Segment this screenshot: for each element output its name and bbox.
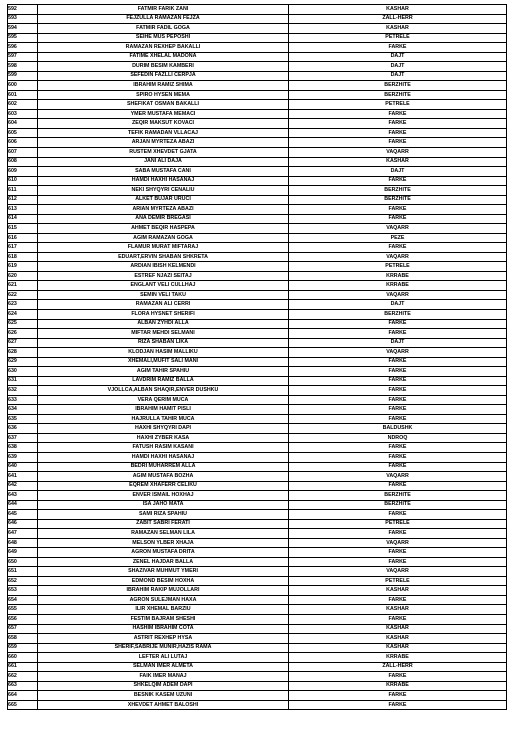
name-cell: FATMIR FARIK ZANI	[38, 5, 289, 15]
name-cell: SPIRO HYSEN MEMA	[38, 90, 289, 100]
row-number-cell: 611	[8, 186, 38, 196]
row-number-cell: 615	[8, 224, 38, 234]
row-number-cell: 599	[8, 71, 38, 81]
row-number-cell: 653	[8, 586, 38, 596]
name-cell: EDMOND BESIM HOXHA	[38, 576, 289, 586]
row-number-cell: 628	[8, 348, 38, 358]
location-cell: BERZHITE	[289, 500, 507, 510]
name-cell: FEJZULLA RAMAZAN FEJZA	[38, 14, 289, 24]
row-number-cell: 654	[8, 595, 38, 605]
name-cell: MIFTAR MEHDI SELMANI	[38, 329, 289, 339]
name-cell: AHMET BEQIR HASPEPA	[38, 224, 289, 234]
table-row	[8, 557, 507, 567]
location-cell: DAJT	[289, 338, 507, 348]
row-number-cell: 623	[8, 300, 38, 310]
location-cell: BALDUSHK	[289, 424, 507, 434]
name-cell: SHEFIKAT OSMAN BAKALLI	[38, 100, 289, 110]
row-number-cell: 597	[8, 52, 38, 62]
row-number-cell: 606	[8, 138, 38, 148]
row-number-cell: 621	[8, 281, 38, 291]
name-cell: RAMAZAN ALI CERRI	[38, 300, 289, 310]
row-number-cell: 659	[8, 643, 38, 653]
row-number-cell: 639	[8, 452, 38, 462]
row-number-cell: 642	[8, 481, 38, 491]
name-cell: SAMI RIZA SPAHIU	[38, 510, 289, 520]
location-cell: FARKE	[289, 615, 507, 625]
row-number-cell: 636	[8, 424, 38, 434]
location-cell: BERZHITE	[289, 81, 507, 91]
row-number-cell: 633	[8, 395, 38, 405]
name-cell: TEFIK RAMADAN VLLACAJ	[38, 128, 289, 138]
location-cell: VAQARR	[289, 567, 507, 577]
table-row	[8, 100, 507, 110]
name-cell: MELSON YLBER XHAJA	[38, 538, 289, 548]
table-row	[8, 548, 507, 558]
row-number-cell: 627	[8, 338, 38, 348]
name-cell: SHKELQIM ADEM DAPI	[38, 681, 289, 691]
name-cell: SABA MUSTAFA CANI	[38, 167, 289, 177]
name-cell: FLAMUR MURAT MIFTARAJ	[38, 243, 289, 253]
row-number-cell: 608	[8, 157, 38, 167]
row-number-cell: 663	[8, 681, 38, 691]
location-cell: ZALL-HERR	[289, 662, 507, 672]
table-row	[8, 605, 507, 615]
location-cell: FARKE	[289, 329, 507, 339]
location-cell: FARKE	[289, 109, 507, 119]
table-row	[8, 348, 507, 358]
name-cell: RIZA SHABAN LIKA	[38, 338, 289, 348]
row-number-cell: 594	[8, 24, 38, 34]
location-cell: FARKE	[289, 214, 507, 224]
location-cell: FARKE	[289, 443, 507, 453]
location-cell: DAJT	[289, 62, 507, 72]
row-number-cell: 656	[8, 615, 38, 625]
name-cell: AGIM RAMAZAN GOGA	[38, 233, 289, 243]
location-cell: KRRABE	[289, 271, 507, 281]
name-cell: ZEQIR MAKSUT KOVACI	[38, 119, 289, 129]
location-cell: FARKE	[289, 376, 507, 386]
row-number-cell: 617	[8, 243, 38, 253]
table-row	[8, 147, 507, 157]
location-cell: VAQARR	[289, 147, 507, 157]
row-number-cell: 626	[8, 329, 38, 339]
location-cell: FARKE	[289, 452, 507, 462]
row-number-cell: 643	[8, 491, 38, 501]
name-cell: ZENEL HAJDAR BALLA	[38, 557, 289, 567]
table-row	[8, 319, 507, 329]
location-cell: DAJT	[289, 300, 507, 310]
name-cell: AGIM MUSTAFA BOZHA	[38, 472, 289, 482]
name-cell: DURIM BESIM KAMBERI	[38, 62, 289, 72]
row-number-cell: 622	[8, 290, 38, 300]
name-cell: YMER MUSTAFA MEMACI	[38, 109, 289, 119]
name-cell: ILIR XHEMAL BARZIU	[38, 605, 289, 615]
row-number-cell: 661	[8, 662, 38, 672]
row-number-cell: 593	[8, 14, 38, 24]
name-cell: HAMDI HAXHI HASANAJ	[38, 452, 289, 462]
table-row	[8, 33, 507, 43]
table-row	[8, 519, 507, 529]
name-cell: EQREM XHAFERR CELIKU	[38, 481, 289, 491]
location-cell: KASHAR	[289, 157, 507, 167]
location-cell: FARKE	[289, 138, 507, 148]
location-cell: DAJT	[289, 52, 507, 62]
location-cell: PETRELE	[289, 33, 507, 43]
row-number-cell: 652	[8, 576, 38, 586]
row-number-cell: 650	[8, 557, 38, 567]
row-number-cell: 638	[8, 443, 38, 453]
location-cell: VAQARR	[289, 290, 507, 300]
row-number-cell: 629	[8, 357, 38, 367]
name-cell: ESTREF NJAZI SEITAJ	[38, 271, 289, 281]
table-row	[8, 109, 507, 119]
row-number-cell: 644	[8, 500, 38, 510]
name-cell: BESNIK KASEM UZUNI	[38, 691, 289, 701]
table-row	[8, 167, 507, 177]
row-number-cell: 592	[8, 5, 38, 15]
name-cell: IBRAHIM RAKIP MUJOLLARI	[38, 586, 289, 596]
table-row	[8, 138, 507, 148]
location-cell: KASHAR	[289, 634, 507, 644]
name-cell: HAJRULLA TAHIR MUCA	[38, 414, 289, 424]
row-number-cell: 619	[8, 262, 38, 272]
name-cell: EDUART,ERVIN SHABAN SHKRETA	[38, 252, 289, 262]
location-cell: VAQARR	[289, 538, 507, 548]
table-row	[8, 14, 507, 24]
table-row	[8, 672, 507, 682]
location-cell: FARKE	[289, 319, 507, 329]
location-cell: FARKE	[289, 529, 507, 539]
location-cell: BERZHITE	[289, 195, 507, 205]
table-row	[8, 310, 507, 320]
table-row	[8, 624, 507, 634]
name-cell: HASHIM IBRAHIM COTA	[38, 624, 289, 634]
location-cell: FARKE	[289, 691, 507, 701]
name-cell: ENGLANT VELI CULLHAJ	[38, 281, 289, 291]
location-cell: FARKE	[289, 243, 507, 253]
row-number-cell: 596	[8, 43, 38, 53]
location-cell: FARKE	[289, 700, 507, 710]
table-row	[8, 300, 507, 310]
table-row	[8, 243, 507, 253]
table-row	[8, 414, 507, 424]
row-number-cell: 646	[8, 519, 38, 529]
name-cell: IBRAHIM HAMIT PISLI	[38, 405, 289, 415]
name-cell: RUSTEM XHEVDET GJATA	[38, 147, 289, 157]
location-cell: BERZHITE	[289, 186, 507, 196]
table-row	[8, 262, 507, 272]
table-row	[8, 90, 507, 100]
location-cell: FARKE	[289, 481, 507, 491]
location-cell: KASHAR	[289, 24, 507, 34]
location-cell: KRRABE	[289, 681, 507, 691]
table-row	[8, 233, 507, 243]
table-row	[8, 529, 507, 539]
register-table-body	[8, 5, 507, 710]
table-row	[8, 157, 507, 167]
name-cell: SEMIN VELI TAKU	[38, 290, 289, 300]
name-cell: ENVER ISMAIL HOXHAJ	[38, 491, 289, 501]
row-number-cell: 664	[8, 691, 38, 701]
row-number-cell: 630	[8, 367, 38, 377]
name-cell: LEFTER ALI LUTAJ	[38, 653, 289, 663]
location-cell: FARKE	[289, 119, 507, 129]
table-row	[8, 643, 507, 653]
name-cell: FATMIR FADIL GOGA	[38, 24, 289, 34]
location-cell: FARKE	[289, 128, 507, 138]
location-cell: FARKE	[289, 405, 507, 415]
location-cell: PETRELE	[289, 100, 507, 110]
name-cell: ARJAN MYRTEZA ABAZI	[38, 138, 289, 148]
name-cell: FLORA HYSNET SHERIFI	[38, 310, 289, 320]
name-cell: ALKET BUJAR URUCI	[38, 195, 289, 205]
table-row	[8, 691, 507, 701]
register-table	[7, 4, 507, 710]
name-cell: RAMAZAN SELMAN LILA	[38, 529, 289, 539]
table-row	[8, 62, 507, 72]
table-row	[8, 481, 507, 491]
row-number-cell: 635	[8, 414, 38, 424]
table-row	[8, 538, 507, 548]
location-cell: PETRELE	[289, 576, 507, 586]
location-cell: BERZHITE	[289, 491, 507, 501]
location-cell: VAQARR	[289, 472, 507, 482]
table-row	[8, 24, 507, 34]
name-cell: IBRAHIM RAMIZ SHIMA	[38, 81, 289, 91]
table-row	[8, 176, 507, 186]
location-cell: KASHAR	[289, 643, 507, 653]
table-row	[8, 52, 507, 62]
table-row	[8, 224, 507, 234]
name-cell: FATIME XHELAL MADONA	[38, 52, 289, 62]
location-cell: FARKE	[289, 367, 507, 377]
name-cell: AGIM TAHIR SPAHIU	[38, 367, 289, 377]
location-cell: ZALL-HERR	[289, 14, 507, 24]
table-row	[8, 443, 507, 453]
row-number-cell: 610	[8, 176, 38, 186]
location-cell: FARKE	[289, 672, 507, 682]
table-row	[8, 357, 507, 367]
name-cell: ANA DEMIR BREGASI	[38, 214, 289, 224]
row-number-cell: 613	[8, 205, 38, 215]
table-row	[8, 205, 507, 215]
location-cell: KASHAR	[289, 605, 507, 615]
location-cell: VAQARR	[289, 348, 507, 358]
table-row	[8, 595, 507, 605]
row-number-cell: 600	[8, 81, 38, 91]
location-cell: VAQARR	[289, 252, 507, 262]
name-cell: NEKI SHYQYRI CENALIU	[38, 186, 289, 196]
table-row	[8, 329, 507, 339]
row-number-cell: 645	[8, 510, 38, 520]
table-row	[8, 653, 507, 663]
table-row	[8, 452, 507, 462]
row-number-cell: 658	[8, 634, 38, 644]
table-row	[8, 281, 507, 291]
location-cell: FARKE	[289, 595, 507, 605]
name-cell: HAMDI HAXHI HASANAJ	[38, 176, 289, 186]
name-cell: XHEVDET AHMET BALOSHI	[38, 700, 289, 710]
row-number-cell: 602	[8, 100, 38, 110]
table-row	[8, 662, 507, 672]
location-cell: FARKE	[289, 386, 507, 396]
location-cell: FARKE	[289, 462, 507, 472]
table-row	[8, 433, 507, 443]
name-cell: HAXHI SHYQYRI DAPI	[38, 424, 289, 434]
name-cell: VJOLLCA,ALBAN SHAQIR,ENVER DUSHKU	[38, 386, 289, 396]
row-number-cell: 625	[8, 319, 38, 329]
row-number-cell: 647	[8, 529, 38, 539]
name-cell: HAXHI ZYBER KASA	[38, 433, 289, 443]
table-row	[8, 567, 507, 577]
row-number-cell: 651	[8, 567, 38, 577]
table-row	[8, 491, 507, 501]
location-cell: VAQARR	[289, 224, 507, 234]
row-number-cell: 640	[8, 462, 38, 472]
table-row	[8, 395, 507, 405]
row-number-cell: 604	[8, 119, 38, 129]
table-row	[8, 71, 507, 81]
name-cell: SHAZIVAR MUHMUT YMERI	[38, 567, 289, 577]
location-cell: FARKE	[289, 414, 507, 424]
name-cell: ISA JAHO MATA	[38, 500, 289, 510]
name-cell: FESTIM BAJRAM SHESHI	[38, 615, 289, 625]
row-number-cell: 605	[8, 128, 38, 138]
row-number-cell: 632	[8, 386, 38, 396]
row-number-cell: 616	[8, 233, 38, 243]
row-number-cell: 657	[8, 624, 38, 634]
table-row	[8, 405, 507, 415]
table-row	[8, 500, 507, 510]
row-number-cell: 662	[8, 672, 38, 682]
table-row	[8, 386, 507, 396]
table-row	[8, 510, 507, 520]
table-row	[8, 43, 507, 53]
name-cell: ARIAN MYRTEZA ABAZI	[38, 205, 289, 215]
row-number-cell: 601	[8, 90, 38, 100]
table-row	[8, 634, 507, 644]
table-row	[8, 576, 507, 586]
location-cell: FARKE	[289, 205, 507, 215]
name-cell: ALBAN ZYHDI ALLA	[38, 319, 289, 329]
name-cell: LAVDRIM RAMIZ BALLA	[38, 376, 289, 386]
table-row	[8, 462, 507, 472]
table-row	[8, 128, 507, 138]
name-cell: JANI ALI DAJA	[38, 157, 289, 167]
name-cell: XHEMALI,MUFIT SALI MANI	[38, 357, 289, 367]
location-cell: PETRELE	[289, 519, 507, 529]
row-number-cell: 655	[8, 605, 38, 615]
row-number-cell: 634	[8, 405, 38, 415]
name-cell: FATUSH RASIM KASANI	[38, 443, 289, 453]
location-cell: KRRABE	[289, 281, 507, 291]
table-row	[8, 424, 507, 434]
name-cell: FAIK IMER MANAJ	[38, 672, 289, 682]
table-row	[8, 252, 507, 262]
row-number-cell: 660	[8, 653, 38, 663]
name-cell: SEIHE MUS PEPOSHI	[38, 33, 289, 43]
name-cell: SHERIF,SABRIJE MUNIR,HAZIS RAMA	[38, 643, 289, 653]
name-cell: SELMAN IMER ALMETA	[38, 662, 289, 672]
row-number-cell: 598	[8, 62, 38, 72]
location-cell: KASHAR	[289, 5, 507, 15]
table-row	[8, 681, 507, 691]
row-number-cell: 603	[8, 109, 38, 119]
location-cell: FARKE	[289, 395, 507, 405]
location-cell: DAJT	[289, 71, 507, 81]
location-cell: NDROQ	[289, 433, 507, 443]
location-cell: FARKE	[289, 176, 507, 186]
table-row	[8, 615, 507, 625]
table-row	[8, 81, 507, 91]
name-cell: SEFEDIN FAZLLI CERPJA	[38, 71, 289, 81]
location-cell: FARKE	[289, 548, 507, 558]
location-cell: FARKE	[289, 557, 507, 567]
row-number-cell: 609	[8, 167, 38, 177]
location-cell: PETRELE	[289, 262, 507, 272]
name-cell: ASTRIT REXHEP HYSA	[38, 634, 289, 644]
table-row	[8, 271, 507, 281]
name-cell: RAMAZAN REXHEP BAKALLI	[38, 43, 289, 53]
row-number-cell: 595	[8, 33, 38, 43]
name-cell: ZABIT SABRI FERATI	[38, 519, 289, 529]
location-cell: KASHAR	[289, 586, 507, 596]
name-cell: KLODJAN HASIM MALLIKU	[38, 348, 289, 358]
row-number-cell: 618	[8, 252, 38, 262]
row-number-cell: 624	[8, 310, 38, 320]
row-number-cell: 614	[8, 214, 38, 224]
row-number-cell: 620	[8, 271, 38, 281]
name-cell: VERA QERIM MUCA	[38, 395, 289, 405]
table-row	[8, 586, 507, 596]
table-row	[8, 700, 507, 710]
row-number-cell: 648	[8, 538, 38, 548]
location-cell: BERZHITE	[289, 310, 507, 320]
location-cell: KRRABE	[289, 653, 507, 663]
name-cell: AGRON SULEJMAN HAXA	[38, 595, 289, 605]
row-number-cell: 637	[8, 433, 38, 443]
table-row	[8, 472, 507, 482]
table-row	[8, 119, 507, 129]
location-cell: FARKE	[289, 43, 507, 53]
table-row	[8, 186, 507, 196]
table-row	[8, 195, 507, 205]
name-cell: AGRON MUSTAFA DRITA	[38, 548, 289, 558]
table-row	[8, 376, 507, 386]
location-cell: KASHAR	[289, 624, 507, 634]
location-cell: DAJT	[289, 167, 507, 177]
table-row	[8, 214, 507, 224]
table-row	[8, 338, 507, 348]
location-cell: FARKE	[289, 357, 507, 367]
table-row	[8, 290, 507, 300]
row-number-cell: 665	[8, 700, 38, 710]
location-cell: BERZHITE	[289, 90, 507, 100]
table-row	[8, 367, 507, 377]
row-number-cell: 612	[8, 195, 38, 205]
row-number-cell: 641	[8, 472, 38, 482]
table-row	[8, 5, 507, 15]
row-number-cell: 649	[8, 548, 38, 558]
name-cell: BEDRI MUHARREM ALLA	[38, 462, 289, 472]
location-cell: FARKE	[289, 510, 507, 520]
name-cell: ARDIAN IBISH KELMENDI	[38, 262, 289, 272]
row-number-cell: 607	[8, 147, 38, 157]
location-cell: PEZE	[289, 233, 507, 243]
row-number-cell: 631	[8, 376, 38, 386]
